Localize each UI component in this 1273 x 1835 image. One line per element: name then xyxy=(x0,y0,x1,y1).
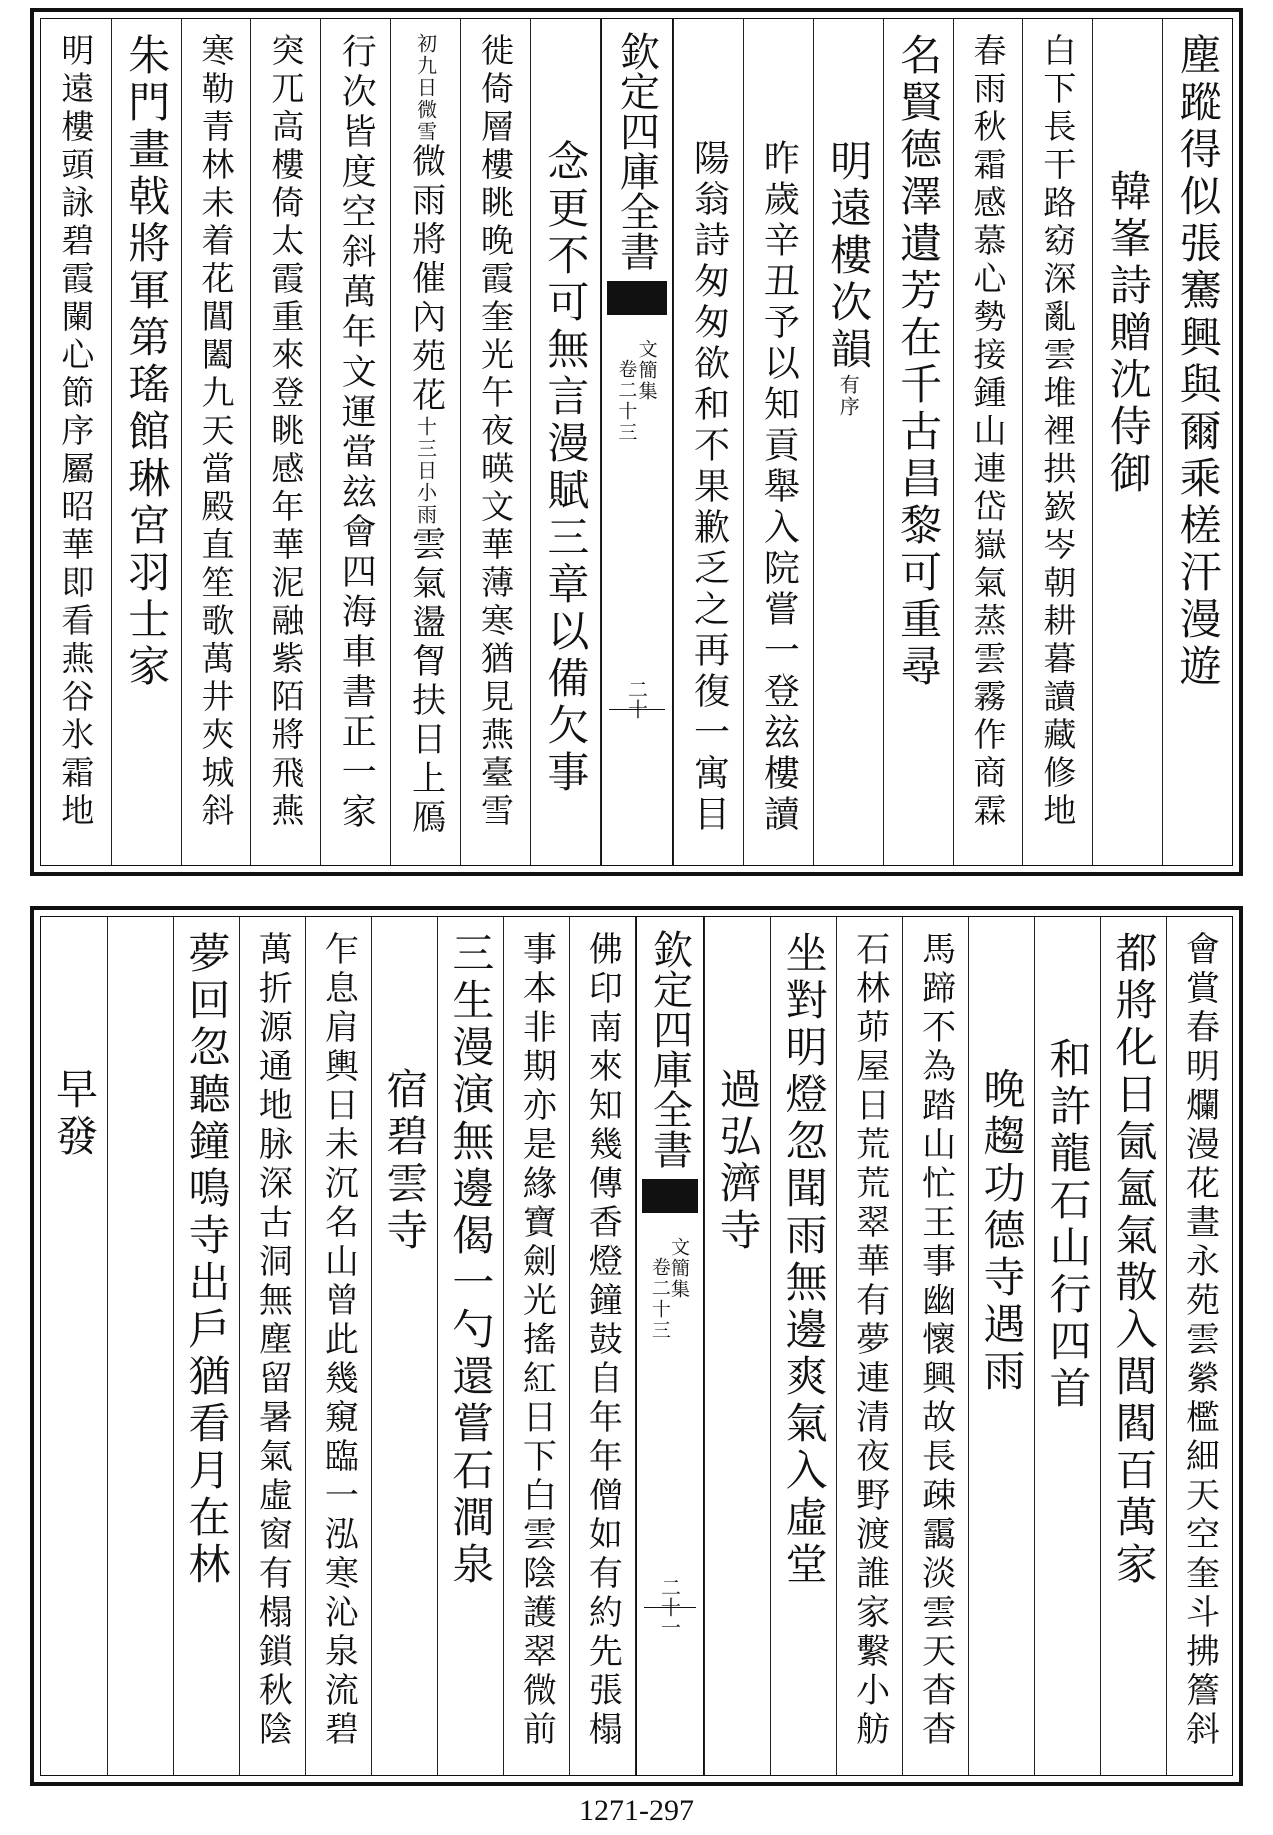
verse-text: 微雨將催內苑花 xyxy=(405,143,446,416)
page-code: 1271-297 xyxy=(579,1794,694,1827)
text-column xyxy=(173,917,239,1775)
top-page-panel xyxy=(30,8,1243,876)
text-column xyxy=(968,917,1034,1775)
text-column xyxy=(503,917,569,1775)
text-column xyxy=(320,19,390,865)
fish-tail-mark xyxy=(607,281,667,315)
book-title: 文簡集 xyxy=(668,1237,691,1300)
verse-text: 石林茆屋日荒荒翠華有夢連清夜野渡誰家繫小舫 xyxy=(849,931,890,1750)
verse-text: 都將化日氤氳氣散入閭閻百萬家 xyxy=(1109,931,1159,1589)
text-column xyxy=(305,917,371,1775)
verse-text: 韓峯詩贈沈侍御 xyxy=(1103,169,1153,498)
verse-text: 過弘濟寺 xyxy=(713,1067,763,1255)
verse-text: 萬折源通地脉深古洞無塵留暑氣虛窗有榻鎖秋陰 xyxy=(252,931,293,1750)
verse-text: 朱門畫戟將軍第瑤館琳宮羽士家 xyxy=(122,33,172,691)
verse-text: 塵蹤得似張騫興與爾乘槎汗漫遊 xyxy=(1173,33,1223,691)
text-column xyxy=(1022,19,1092,865)
inline-note: 有序 xyxy=(836,374,861,418)
text-column xyxy=(1034,917,1100,1775)
verse-text: 突兀高樓倚太霞重來登眺感年華泥融紫陌將飛燕 xyxy=(266,33,306,831)
verse-text: 馬蹄不為踏山忙王事幽懷興故長疎靄淡雲天杳杳 xyxy=(915,931,956,1750)
verse-text: 晚趨功德寺遇雨 xyxy=(977,1067,1027,1396)
verse-text: 白下長干路窈深亂雲堆裡拱嶔岑朝耕暮讀藏修地 xyxy=(1038,33,1078,831)
volume-number: 卷二十三 xyxy=(615,359,638,443)
verse-text: 陽翁詩匆匆欲和不果歉乏之再復一寓目 xyxy=(688,139,730,836)
fish-tail-mark xyxy=(642,1179,698,1213)
page-gutter xyxy=(635,917,704,1775)
verse-text: 佛印南來知幾傳香燈鐘鼓自年年僧如有約先張榻 xyxy=(582,931,623,1750)
volume-number: 卷二十三 xyxy=(648,1257,671,1341)
text-column xyxy=(460,19,530,865)
verse-text: 念更不可無言漫賦三章以備欠事 xyxy=(541,139,591,797)
bottom-page-frame xyxy=(40,916,1233,1776)
inline-note: 初九日微雪 xyxy=(413,33,438,143)
verse-text: 明遠樓次韻 xyxy=(824,139,874,374)
text-column xyxy=(239,917,305,1775)
bottom-page-panel xyxy=(30,906,1243,1786)
leaf-number: 二十 xyxy=(624,679,649,719)
verse-text: 會賞春明爛漫花晝永苑雲縈檻細天空奎斗拂簷斜 xyxy=(1179,931,1220,1750)
text-column xyxy=(437,917,503,1775)
verse-text: 行次皆度空斜萬年文運當玆會四海車書正一家 xyxy=(336,33,377,833)
text-column xyxy=(883,19,953,865)
text-column xyxy=(41,19,111,865)
text-column xyxy=(813,19,883,865)
text-column xyxy=(770,917,836,1775)
verse-text: 名賢德澤遺芳在千古昌黎可重尋 xyxy=(894,33,944,691)
text-column xyxy=(530,19,600,865)
verse-text: 夢回忽聽鐘鳴寺出戶猶看月在林 xyxy=(182,931,232,1589)
verse-text: 宿碧雲寺 xyxy=(380,1067,430,1255)
text-column xyxy=(704,917,770,1775)
verse-text: 事本非期亦是緣寶劍光搖紅日下白雲陰護翠微前 xyxy=(516,931,557,1750)
verse-text: 雲氣盪胷扶日上鴈 xyxy=(405,526,446,838)
text-column xyxy=(836,917,902,1775)
verse-text: 早發 xyxy=(49,1067,99,1161)
verse-text: 徙倚層樓眺晚霞奎光午夜暎文華薄寒猶見燕臺雪 xyxy=(475,33,515,831)
verse-text: 乍息肩輿日未沉名山曾此幾窺臨一泓寒沁泉流碧 xyxy=(318,931,359,1750)
collection-title: 欽定四庫全書 xyxy=(646,929,693,1169)
text-column xyxy=(743,19,813,865)
page-gutter xyxy=(600,19,673,865)
text-column xyxy=(569,917,635,1775)
text-column xyxy=(250,19,320,865)
inline-note: 十三日小雨 xyxy=(413,416,438,526)
text-column xyxy=(41,917,107,1775)
text-column xyxy=(390,19,460,865)
verse-text: 明遠樓頭詠碧霞闌心節序屬昭華即看燕谷氷霜地 xyxy=(56,33,96,831)
book-title: 文簡集 xyxy=(635,339,658,402)
text-column xyxy=(902,917,968,1775)
verse-text: 坐對明燈忽聞雨無邊爽氣入虛堂 xyxy=(779,931,829,1589)
top-text-columns xyxy=(41,19,1232,865)
text-column xyxy=(953,19,1023,865)
text-column xyxy=(107,917,173,1775)
verse-text: 三生漫演無邊偈一勺還嘗石澗泉 xyxy=(446,931,496,1589)
collection-title: 欽定四庫全書 xyxy=(613,31,660,271)
text-column xyxy=(1100,917,1166,1775)
text-column xyxy=(1092,19,1162,865)
bottom-text-columns xyxy=(41,917,1232,1775)
text-column xyxy=(1166,917,1232,1775)
text-column xyxy=(111,19,181,865)
text-column xyxy=(371,917,437,1775)
text-column xyxy=(181,19,251,865)
verse-text: 和許龍石山行四首 xyxy=(1043,1037,1093,1413)
text-column xyxy=(1162,19,1232,865)
verse-text: 寒勒青林未着花閶闔九天當殿直笙歌萬井夾城斜 xyxy=(196,33,236,831)
verse-text: 昨歲辛丑予以知貢舉入院嘗一登玆樓讀 xyxy=(758,139,800,836)
top-page-frame xyxy=(40,18,1233,866)
verse-text: 春雨秋霜感慕心勢接鍾山連岱嶽氣蒸雲霧作商霖 xyxy=(968,33,1008,831)
leaf-number: 二十一 xyxy=(657,1577,682,1637)
text-column xyxy=(673,19,743,865)
